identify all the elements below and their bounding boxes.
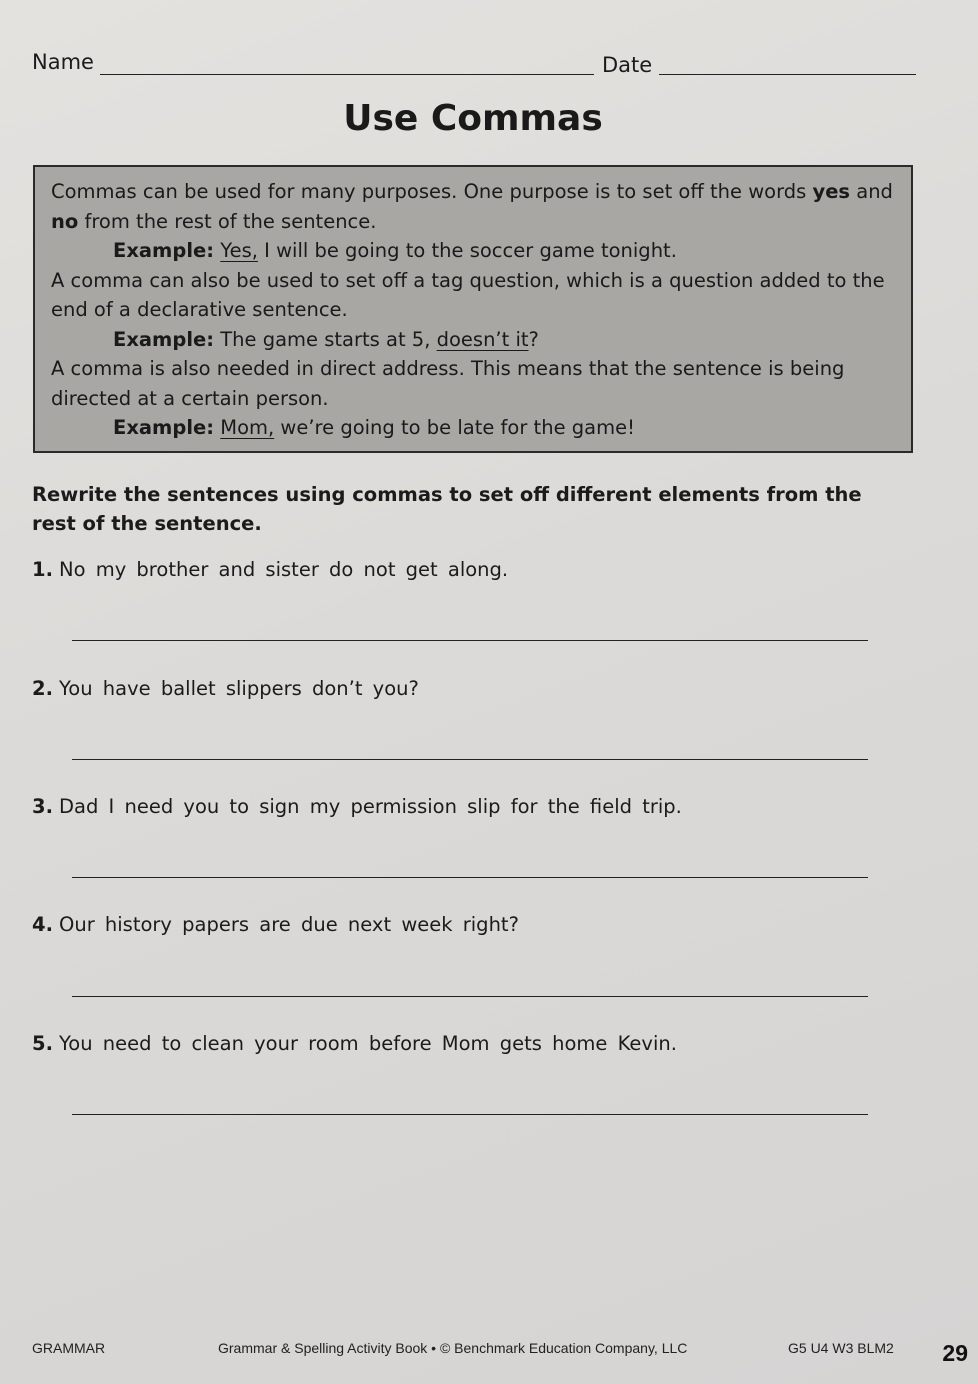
question-number: 5. — [32, 1032, 53, 1055]
footer-copyright: Grammar & Spelling Activity Book • © Benchmark Education Company, LLC — [218, 1340, 688, 1356]
example-2: Example: The game starts at 5, doesn’t it? — [113, 327, 539, 351]
answer-line-4[interactable] — [72, 996, 868, 997]
question-number: 2. — [32, 677, 53, 700]
question-text: You need to clean your room before Mom gets home Kevin. — [58, 1032, 677, 1055]
footer-section-label: GRAMMAR — [32, 1340, 106, 1356]
name-label: Name — [32, 50, 94, 74]
question-3 — [32, 795, 892, 818]
answer-line-3[interactable] — [72, 877, 868, 878]
date-label: Date — [602, 53, 653, 77]
answer-line-2[interactable] — [72, 759, 868, 760]
rule-paragraph-3: A comma is also needed in direct address. This means that the sentence is being directed at a certain person. — [51, 357, 845, 410]
question-number: 3. — [32, 795, 53, 818]
rule-paragraph-2: A comma can also be used to set off a tag question, which is a question added to the end of a declarative sentence. — [51, 268, 885, 321]
question-2 — [32, 677, 892, 700]
question-text: Dad I need you to sign my permission slip for the field trip. — [58, 795, 682, 818]
name-line[interactable] — [100, 74, 594, 75]
page-title: Use Commas — [343, 98, 603, 139]
question-1 — [32, 558, 892, 581]
question-5 — [32, 1032, 892, 1055]
answer-line-5[interactable] — [72, 1114, 868, 1115]
answer-line-1[interactable] — [72, 640, 868, 641]
question-number: 4. — [32, 913, 53, 936]
instructions: Rewrite the sentences using commas to set off different elements from the rest of the sentence. — [32, 483, 862, 535]
example-3: Example: Mom, we’re going to be late for the game! — [113, 416, 635, 439]
question-text: You have ballet slippers don’t you? — [58, 677, 419, 700]
question-text: Our history papers are due next week right? — [58, 913, 519, 936]
question-number: 1. — [32, 558, 53, 581]
example-1: Example: Yes, I will be going to the soccer game tonight. — [113, 239, 677, 262]
page-number: 29 — [942, 1340, 968, 1366]
rule-box — [33, 165, 913, 453]
question-text: No my brother and sister do not get along. — [58, 558, 509, 581]
header-row — [32, 50, 916, 80]
date-line[interactable] — [659, 74, 916, 75]
rule-paragraph-1: Commas can be used for many purposes. One purpose is to set off the words yes and no from the rest of the sentence. — [51, 180, 893, 233]
footer-code: G5 U4 W3 BLM2 — [788, 1340, 894, 1356]
question-4 — [32, 913, 892, 936]
